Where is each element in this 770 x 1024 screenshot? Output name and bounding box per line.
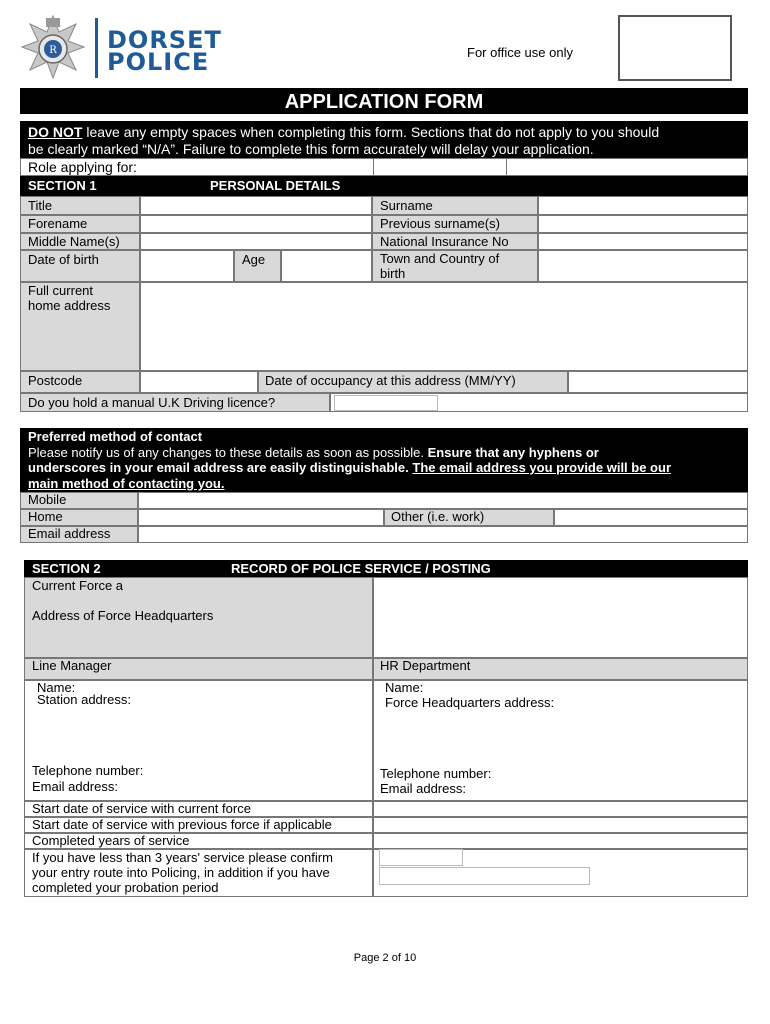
postcode-input[interactable]	[140, 371, 258, 393]
less-three-line-1: If you have less than 3 years' service please confirm	[32, 850, 333, 865]
section1-heading: PERSONAL DETAILS	[210, 178, 341, 193]
contact-line-2	[28, 460, 671, 476]
mobile-input[interactable]	[138, 492, 748, 509]
logo-line-dorset: DORSET	[107, 26, 222, 54]
address-input[interactable]	[140, 282, 748, 371]
hr-phone-label: Telephone number:	[380, 766, 492, 781]
occupancy-label: Date of occupancy at this address (MM/YY)	[265, 373, 516, 388]
hq-address-label: Address of Force Headquarters	[32, 608, 214, 623]
lm-phone-label: Telephone number:	[32, 763, 144, 778]
forename-input[interactable]	[140, 215, 372, 233]
age-label: Age	[242, 252, 266, 267]
title-label: Title	[28, 198, 53, 213]
lm-name-label: Name:	[37, 680, 76, 695]
email-label: Email address	[28, 526, 111, 541]
hr-department-label: HR Department	[380, 658, 471, 673]
surname-label: Surname	[380, 198, 433, 213]
previous-surname-label: Previous surname(s)	[380, 216, 500, 231]
contact-heading: Preferred method of contact	[28, 429, 203, 444]
start-current-input[interactable]	[373, 801, 748, 817]
current-force-label: Current Force a	[32, 578, 124, 593]
postcode-label: Postcode	[28, 373, 83, 388]
lm-email-label: Email address:	[32, 779, 118, 794]
other-label: Other (i.e. work)	[391, 509, 485, 524]
section1-number: SECTION 1	[28, 178, 97, 193]
ni-number-label: National Insurance No	[380, 234, 509, 249]
licence-label: Do you hold a manual U.K Driving licence?	[28, 395, 276, 410]
address-label-1: Full current	[28, 283, 94, 298]
role-input[interactable]	[373, 158, 507, 176]
completed-years-label: Completed years of service	[32, 833, 190, 848]
middle-names-label: Middle Name(s)	[28, 234, 120, 249]
other-input[interactable]	[554, 509, 748, 526]
title-input[interactable]	[140, 196, 372, 215]
notice-line-2: be clearly marked “N/A”. Failure to complete this form accurately will delay your application.	[28, 141, 594, 157]
less-three-line-3: completed your probation period	[32, 880, 219, 895]
contact-line-1	[28, 445, 599, 461]
town-country-label-2: birth	[380, 266, 406, 281]
dob-label: Date of birth	[28, 252, 99, 267]
entry-route-input[interactable]	[379, 849, 463, 866]
contact-line-1-text: Please notify us of any changes to these details as soon as possible.	[28, 445, 428, 460]
section1-header-bar	[20, 176, 748, 196]
contact-line-3: main method of contacting you.	[28, 476, 225, 491]
town-country-label-1: Town and Country of	[380, 251, 500, 266]
dob-input[interactable]	[140, 250, 234, 282]
less-three-line-2: your entry route into Policing, in addition if you have	[32, 865, 330, 880]
home-input[interactable]	[138, 509, 384, 526]
section2-number: SECTION 2	[32, 561, 101, 576]
logo-line-police: POLICE	[107, 48, 210, 76]
notice-line-1	[28, 124, 659, 140]
office-use-box[interactable]	[618, 15, 732, 81]
completed-years-input[interactable]	[373, 833, 748, 849]
forename-label: Forename	[28, 216, 88, 231]
home-label: Home	[28, 509, 63, 524]
logo-divider	[95, 18, 98, 78]
contact-line-2-underline: The email address you provide will be our	[412, 460, 671, 475]
office-use-label: For office use only	[467, 45, 573, 60]
line-manager-label: Line Manager	[32, 658, 112, 673]
page-number: Page 2 of 10	[353, 952, 417, 964]
age-input[interactable]	[281, 250, 372, 282]
surname-input[interactable]	[538, 196, 748, 215]
role-label: Role applying for:	[28, 159, 137, 175]
mobile-label: Mobile	[28, 492, 67, 507]
previous-surname-input[interactable]	[538, 215, 748, 233]
contact-line-2-bold: underscores in your email address are easily distinguishable.	[28, 460, 413, 475]
address-label-2: home address	[28, 298, 111, 313]
contact-line-1-bold: Ensure that any hyphens or	[427, 445, 599, 460]
start-current-label: Start date of service with current force	[32, 801, 251, 816]
current-force-input[interactable]	[373, 577, 748, 658]
form-title: APPLICATION FORM	[284, 91, 484, 113]
hr-name-label: Name:	[385, 680, 424, 695]
email-input[interactable]	[138, 526, 748, 543]
police-crest-logo	[20, 14, 86, 80]
svg-text:R: R	[49, 45, 57, 56]
middle-names-input[interactable]	[140, 233, 372, 250]
hq-address-2-label: Force Headquarters address:	[385, 695, 555, 710]
occupancy-input[interactable]	[568, 371, 748, 393]
town-country-input[interactable]	[538, 250, 748, 282]
notice-line-1-text: leave any empty spaces when completing this form. Sections that do not apply to you should	[82, 124, 660, 140]
section2-heading: RECORD OF POLICE SERVICE / POSTING	[231, 561, 491, 576]
start-previous-label: Start date of service with previous force if applicable	[32, 817, 332, 832]
probation-input[interactable]	[379, 867, 590, 885]
station-address-label: Station address:	[37, 692, 131, 707]
notice-do-not: DO NOT	[28, 124, 83, 140]
start-previous-input[interactable]	[373, 817, 748, 833]
hr-email-label: Email address:	[380, 781, 466, 796]
licence-input[interactable]	[334, 395, 438, 411]
ni-number-input[interactable]	[538, 233, 748, 250]
